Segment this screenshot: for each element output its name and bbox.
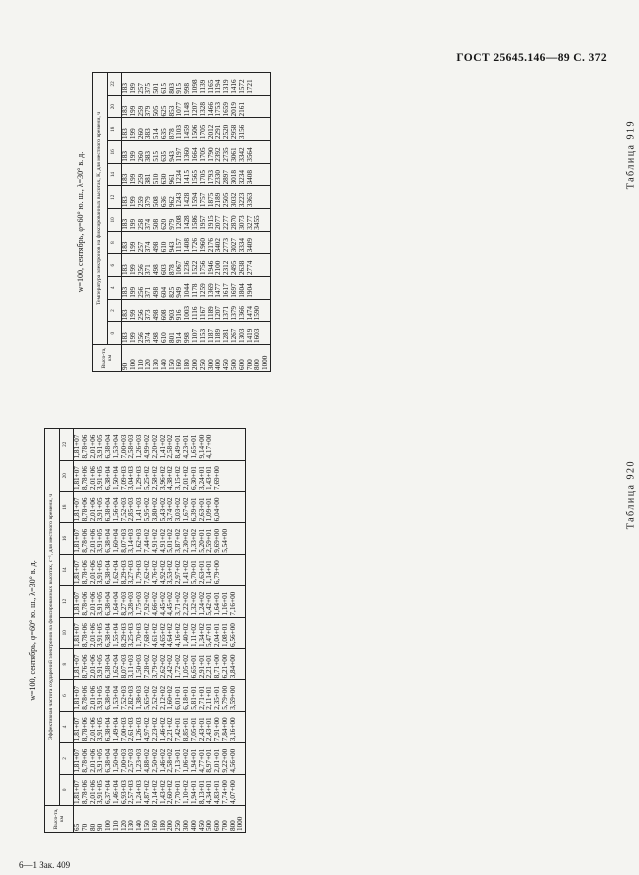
column-header: 18 xyxy=(59,491,74,522)
page-footer: 6—1 Зак. 409 xyxy=(19,860,71,870)
column-header: 10 xyxy=(59,617,74,648)
table-title: w=100, сентябрь, φ=60° ю. ш., λ=30° в. д. xyxy=(28,560,37,701)
table-920-label: Таблица 920 xyxy=(625,460,636,530)
value-column: 183 199 256 374 498 610 801 914 998 1107 1153 1187 1189 1281 1267 1303 1419 1603 xyxy=(122,322,271,345)
column-header: 6 xyxy=(107,254,122,277)
table-row xyxy=(74,429,246,833)
row-header-cell: Высо-та, км xyxy=(93,345,122,372)
column-header: 12 xyxy=(107,186,122,209)
value-column: 183 199 260 383 514 635 878 1103 1459 1506 1705 2012 2291 2520 2958 3156 xyxy=(122,118,271,141)
data-table xyxy=(92,72,271,372)
row-header-cell: Высо-та, км xyxy=(45,806,74,833)
column-header: 14 xyxy=(107,163,122,186)
table-919-label: Таблица 919 xyxy=(625,120,636,190)
value-column: 183 199 257 375 501 615 803 915 998 1098 1139 1165 1194 1319 1416 1572 1721 xyxy=(122,73,271,96)
column-header: 0 xyxy=(59,774,74,805)
column-header: 2 xyxy=(59,743,74,774)
value-column: 183 199 257 374 498 610 943 1157 1408 1726 1960 2176 3402 2773 3027 3334 3409 xyxy=(122,231,271,254)
column-header: 8 xyxy=(107,231,122,254)
column-header: 10 xyxy=(107,209,122,232)
column-header: 4 xyxy=(107,277,122,300)
rotated-table-canvas xyxy=(30,428,613,833)
page-header: ГОСТ 25645.146—89 С. 372 xyxy=(456,52,607,64)
value-column: 1,81+07 8,78+06 2,01+06 3,91+05 6,37+04 1,46+04 6,93+03 2,57+03 1,24+03 4,87+02 2,14+02 1,43+02 2,60+02 7,70+01 1,10+02 1,94+01 8,13+01 4,34+01 4,83+01 7,74+00 4,07+00 xyxy=(74,774,246,805)
column-header: 16 xyxy=(59,523,74,554)
value-column: 1,81+07 8,78+06 2,01+06 3,91+05 6,38+04 1,49+04 7,00+03 2,61+03 1,26+03 4,97+02 2,23+02 1,46+02 2,21+02 7,42+01 8,85+01 7,05+01 2,43+01 2,43+01 7,91+00 7,84+00 3,16+00 xyxy=(74,711,246,742)
quantity-header: Эффективная частота соударений электронов на фиксированных высотах, с⁻¹, для местного времени, ч xyxy=(45,429,60,806)
quantity-header: Температура электронов на фиксированных высотах, К, для местного времени, ч xyxy=(93,73,108,345)
column-header: 0 xyxy=(107,322,122,345)
column-header: 22 xyxy=(107,73,122,96)
value-column: 183 199 256 373 498 608 903 916 1003 1116 1167 1189 1207 1371 1379 1366 1474 1590 xyxy=(122,299,271,322)
column-header: 18 xyxy=(107,118,122,141)
table-row xyxy=(122,73,271,372)
value-column: 183 199 260 383 515 635 943 1197 1360 1664 1705 1790 2392 2735 3061 3342 3564 xyxy=(122,141,271,164)
value-column: 183 199 259 379 508 636 962 1243 1428 1594 1757 1875 2189 2505 3032 3223 3363 xyxy=(122,186,271,209)
value-column: 183 199 259 379 505 625 853 1077 1148 1207 1328 1466 1753 1659 2019 2161 xyxy=(122,95,271,118)
value-column: 1,81+07 8,78+06 2,01+06 3,91+05 6,38+04 1,56+04 7,52+03 2,85+03 1,41+03 5,95+02 3,80+02 5,43+02 3,74+02 3,03+02 1,67+02 6,39+01 2,63+01 1,09+01 6,04+00 xyxy=(74,491,246,522)
value-column: 1,81+07 8,78+06 2,01+06 3,91+05 6,38+04 1,53+04 7,52+03 2,82+03 1,38+03 5,65+02 2,52+02 2,12+02 1,60+02 6,01+01 6,18+01 5,81+01 2,71+01 2,11+01 2,35+01 5,79+00 3,59+00 xyxy=(74,680,246,711)
height-column: 65 70 80 90 100 110 120 130 140 150 160 180 200 250 300 400 450 500 600 700 800 1000 xyxy=(74,806,246,833)
value-column: 183 199 258 374 508 620 979 1208 1428 1586 1957 1915 2077 2277 2870 3073 3277 3455 xyxy=(122,209,271,232)
column-header: 4 xyxy=(59,711,74,742)
column-header: 16 xyxy=(107,141,122,164)
value-column: 1,81+07 8,78+06 2,01+06 3,91+05 6,38+04 1,62+04 8,29+03 3,27+03 1,79+03 7,62+02 4,76+02 4,92+02 3,53+02 2,97+02 1,41+02 5,70+01 2,63+01 1,14+01 6,79+00 xyxy=(74,554,246,585)
value-column: 1,81+07 8,78+06 2,01+06 3,91+05 6,38+04 1,60+04 8,07+03 3,14+03 1,62+03 7,44+02 4,91+02 4,91+02 5,01+02 3,87+02 2,30+02 1,33+02 5,20+01 2,59+01 9,69+00 5,54+00 xyxy=(74,523,246,554)
value-column: 1,81+07 8,76+06 2,01+06 3,91+05 6,38+04 1,62+04 8,07+03 3,11+03 1,50+03 7,28+02 3,79+02 2,62+02 2,42+02 1,72+02 1,05+02 6,65+01 2,91+01 2,21+01 8,71+00 6,21+00 3,84+00 xyxy=(74,648,246,679)
table-920 xyxy=(30,428,613,833)
table-919 xyxy=(78,72,613,372)
column-header: 6 xyxy=(59,680,74,711)
rotated-table-canvas xyxy=(78,72,613,372)
column-header: 22 xyxy=(59,429,74,461)
column-header: 14 xyxy=(59,554,74,585)
value-column: 183 199 259 381 510 630 961 1234 1415 1565 1705 1793 2330 2897 3018 3234 3408 xyxy=(122,163,271,186)
column-header: 20 xyxy=(59,460,74,491)
value-column: 1,81+07 8,78+06 2,01+06 3,91+05 6,38+04 1,55+04 8,29+03 3,25+03 1,70+03 7,68+02 4,61+02 4,65+02 4,64+02 4,16+02 1,40+02 1,11+02 1,34+02 5,47+01 2,04+01 1,08+01 6,56+00 xyxy=(74,617,246,648)
value-column: 1,81+07 8,78+06 2,01+06 3,91+05 6,38+04 1,53+04 7,00+03 2,58+03 1,26+03 4,99+02 2,20+02 1,41+02 2,58+02 8,49+01 4,23+01 1,65+01 9,14+00 4,17+00 xyxy=(74,429,246,461)
column-header: 8 xyxy=(59,648,74,679)
value-column: 1,81+07 8,78+06 2,01+06 3,91+05 6,38+04 1,50+04 7,09+03 3,04+03 1,29+03 5,25+02 2,58+02 3,96+02 4,38+02 3,15+02 2,01+02 6,30+01 3,24+01 1,43+01 7,69+00 xyxy=(74,460,246,491)
value-column: 183 199 256 371 498 603 878 1067 1236 1522 1756 1946 2100 2312 2495 2638 2774 xyxy=(122,254,271,277)
height-column: 90 100 110 120 130 140 150 160 180 200 250 300 400 450 500 600 700 800 1000 xyxy=(122,345,271,372)
column-header: 20 xyxy=(107,95,122,118)
column-header: 12 xyxy=(59,586,74,617)
data-table xyxy=(44,428,246,833)
value-column: 183 199 256 371 498 604 825 949 1044 1178 1259 1369 1477 1617 1697 1804 1904 xyxy=(122,277,271,300)
table-title: w=100, сентябрь, φ=60° ю. ш., λ=30° в. д. xyxy=(76,151,85,293)
value-column: 1,81+07 8,78+06 2,01+06 3,91+05 6,38+04 1,64+04 8,27+03 3,28+03 1,75+03 7,92+02 4,66+02 4,45+02 4,45+02 3,71+02 2,22+02 1,32+02 1,24+02 5,42+01 1,64+01 1,16+01 7,16+00 xyxy=(74,586,246,617)
value-column: 1,81+07 8,78+06 2,01+06 3,91+05 6,38+04 1,50+04 7,00+03 2,57+03 1,23+03 4,88+02 2,50+02 1,46+02 2,58+02 7,13+01 1,06+02 1,94+01 4,77+01 8,97+01 2,01+01 9,22+00 4,56+00 xyxy=(74,743,246,774)
column-header: 2 xyxy=(107,299,122,322)
